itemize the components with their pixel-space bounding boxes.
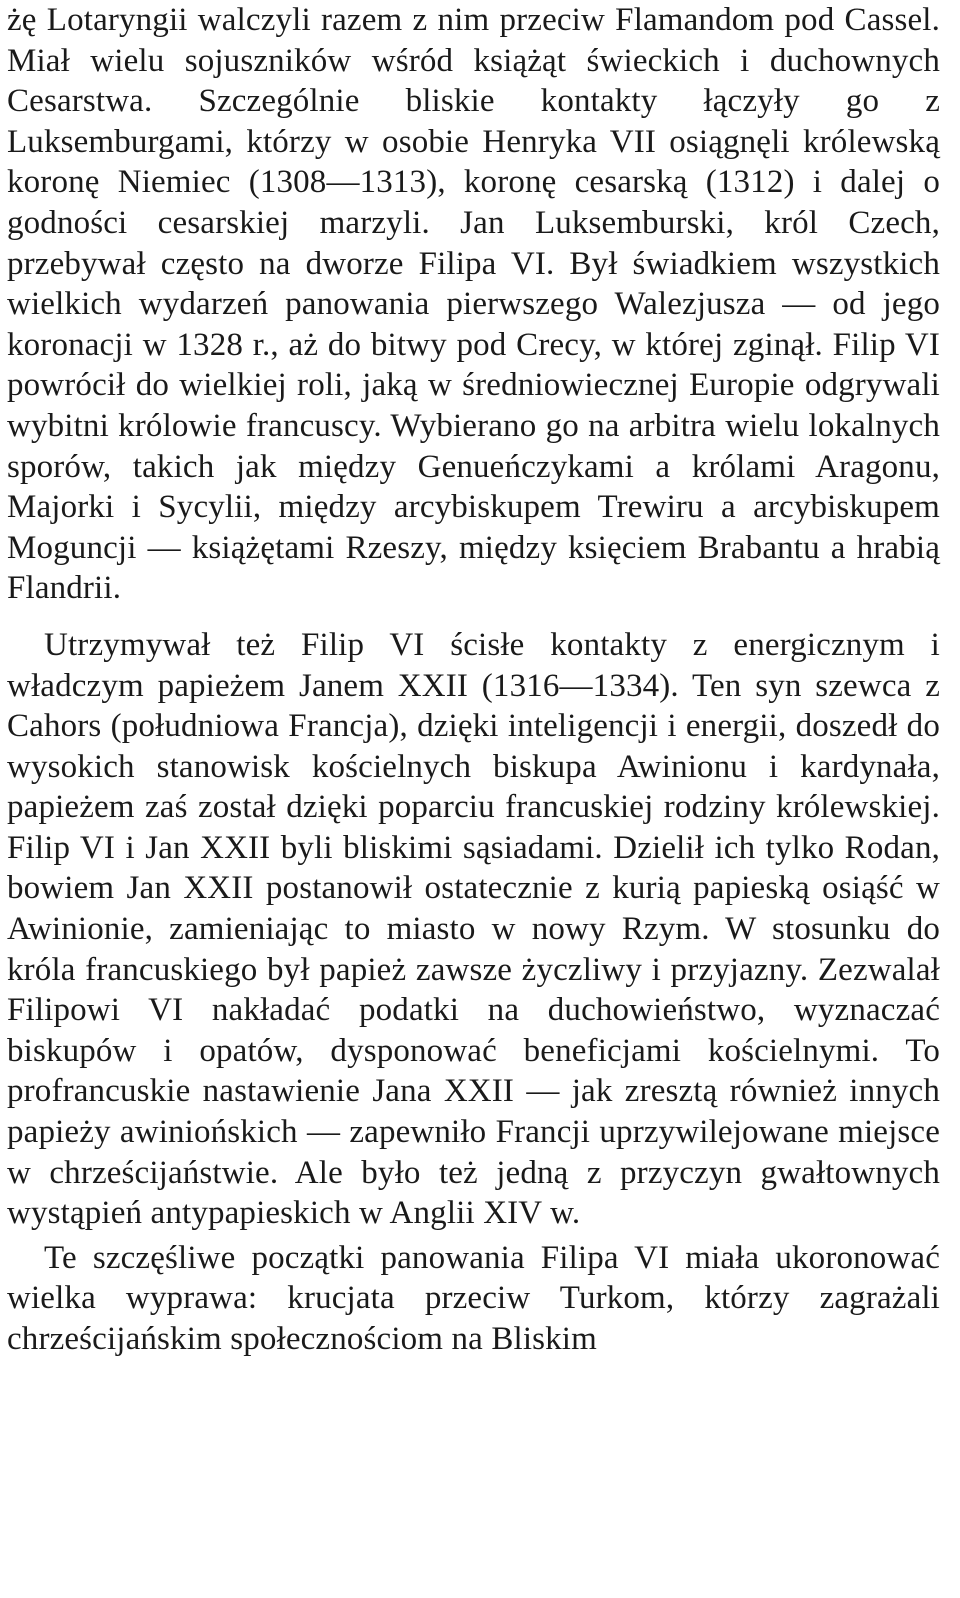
- paragraph-1: żę Lotaryngii walczyli razem z nim przeciw Flamandom pod Cassel. Miał wielu sojuszników wśród książąt świeckich i duchownych Cesarstwa. Szczególnie bliskie kontakty łączyły go z Luksemburgami, którzy w osobie Henryka VII osiągnęli królewską koronę Niemiec (1308—1313), koronę cesarską (1312) i dalej o godności cesarskiej marzyli. Jan Luksemburski, król Czech, przebywał często na dworze Filipa VI. Był świadkiem wszystkich wielkich wydarzeń panowania pierwszego Walezjusza — od jego koronacji w 1328 r., aż do bitwy pod Crecy, w której zginął. Filip VI powrócił do wielkiej roli, jaką w średniowiecznej Europie odgrywali wybitni królowie francuscy. Wybierano go na arbitra wielu lokalnych sporów, takich jak między Genueńczykami a królami Aragonu, Majorki i Sycylii, między arcybiskupem Trewiru a arcybiskupem Moguncji — książętami Rzeszy, między księciem Brabantu a hrabią Flandrii.: [7, 2, 940, 607]
- paragraph-3: Te szczęśliwe początki panowania Filipa VI miała ukoronować wielka wyprawa: krucjata przeciw Turkom, którzy zagrażali chrześcijańskim społecznościom na Bliskim: [7, 1239, 940, 1357]
- paragraph-2: Utrzymywał też Filip VI ścisłe kontakty z energicznym i władczym papieżem Janem XXII (1316—1334). Ten syn szewca z Cahors (południowa Francja), dzięki inteligencji i energii, doszedł do wysokich stanowisk kościelnych biskupa Awinionu i kardynała, papieżem zaś został dzięki poparciu francuskiej rodziny królewskiej. Filip VI i Jan XXII byli bliskimi sąsiadami. Dzielił ich tylko Rodan, bowiem Jan XXII postanowił ostatecznie z kurią papieską osiąść w Awinionie, zamieniając to miasto w nowy Rzym. W stosunku do króla francuskiego był papież zawsze życzliwy i przyjazny. Zezwalał Filipowi VI nakładać podatki na duchowieństwo, wyznaczać biskupów i opatów, dysponować beneficjami kościelnymi. To profrancuskie nastawienie Jana XXII — jak zresztą również innych papieży awiniońskich — zapewniło Francji uprzywilejowane miejsce w chrześcijaństwie. Ale było też jedną z przyczyn gwałtownych wystąpień antypapieskich w Anglii XIV w.: [7, 626, 940, 1232]
- document-page: [7, 0, 940, 1360]
